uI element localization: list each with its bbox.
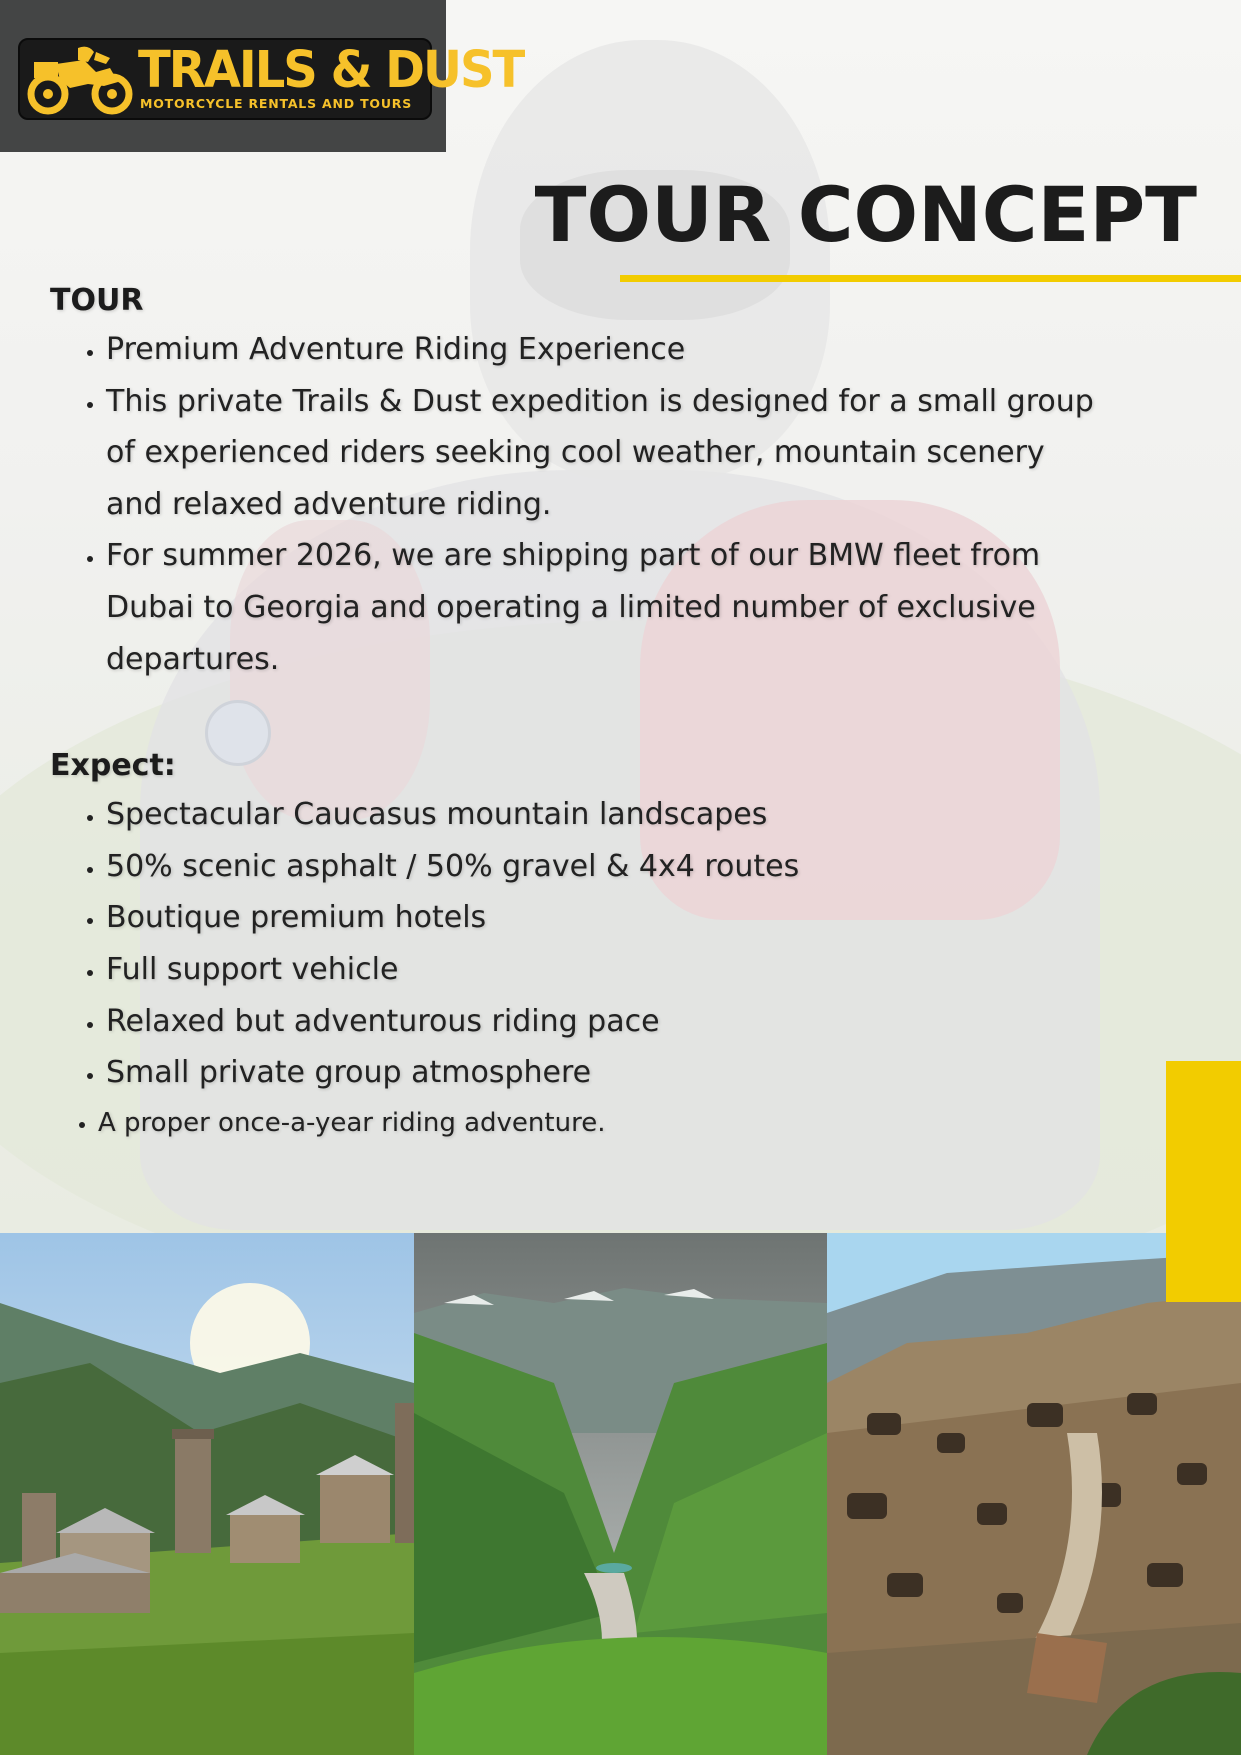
brand-logo bbox=[18, 38, 524, 120]
list-item: • For summer 2026, we are shipping part of our BMW fleet from Dubai to Georgia and operating a limited number of exclusive departures. bbox=[106, 530, 1100, 685]
page-title: TOUR CONCEPT bbox=[534, 170, 1197, 259]
list-item: • Relaxed but adventurous riding pace bbox=[106, 996, 1100, 1048]
expect-heading: Expect: bbox=[50, 748, 176, 784]
motorcycle-icon bbox=[26, 42, 136, 116]
expect-list bbox=[50, 789, 1100, 1147]
photo-mountain-village bbox=[0, 1233, 414, 1755]
photo-green-valley bbox=[414, 1233, 827, 1755]
photo-strip bbox=[0, 1233, 1241, 1755]
tour-list bbox=[50, 324, 1100, 685]
list-item: • This private Trails & Dust expedition is designed for a small group of experienced riders seeking cool weather, mountain scenery and relaxed adventure riding. bbox=[106, 376, 1100, 531]
logo-panel bbox=[0, 0, 524, 152]
list-item: • Small private group atmosphere bbox=[106, 1047, 1100, 1099]
list-item: • Premium Adventure Riding Experience bbox=[106, 324, 1100, 376]
photo-cave-city bbox=[827, 1233, 1241, 1755]
list-item: • 50% scenic asphalt / 50% gravel & 4x4 routes bbox=[106, 841, 1100, 893]
tour-heading: TOUR bbox=[50, 283, 144, 318]
list-item: • A proper once-a-year riding adventure. bbox=[98, 1099, 1100, 1147]
accent-block bbox=[1166, 1061, 1241, 1302]
brand-name: TRAILS & DUST bbox=[138, 40, 524, 100]
content-area bbox=[50, 278, 1100, 1147]
list-item: • Boutique premium hotels bbox=[106, 892, 1100, 944]
list-item: • Full support vehicle bbox=[106, 944, 1100, 996]
brand-tagline: MOTORCYCLE RENTALS AND TOURS bbox=[140, 96, 413, 111]
list-item: • Spectacular Caucasus mountain landscapes bbox=[106, 789, 1100, 841]
